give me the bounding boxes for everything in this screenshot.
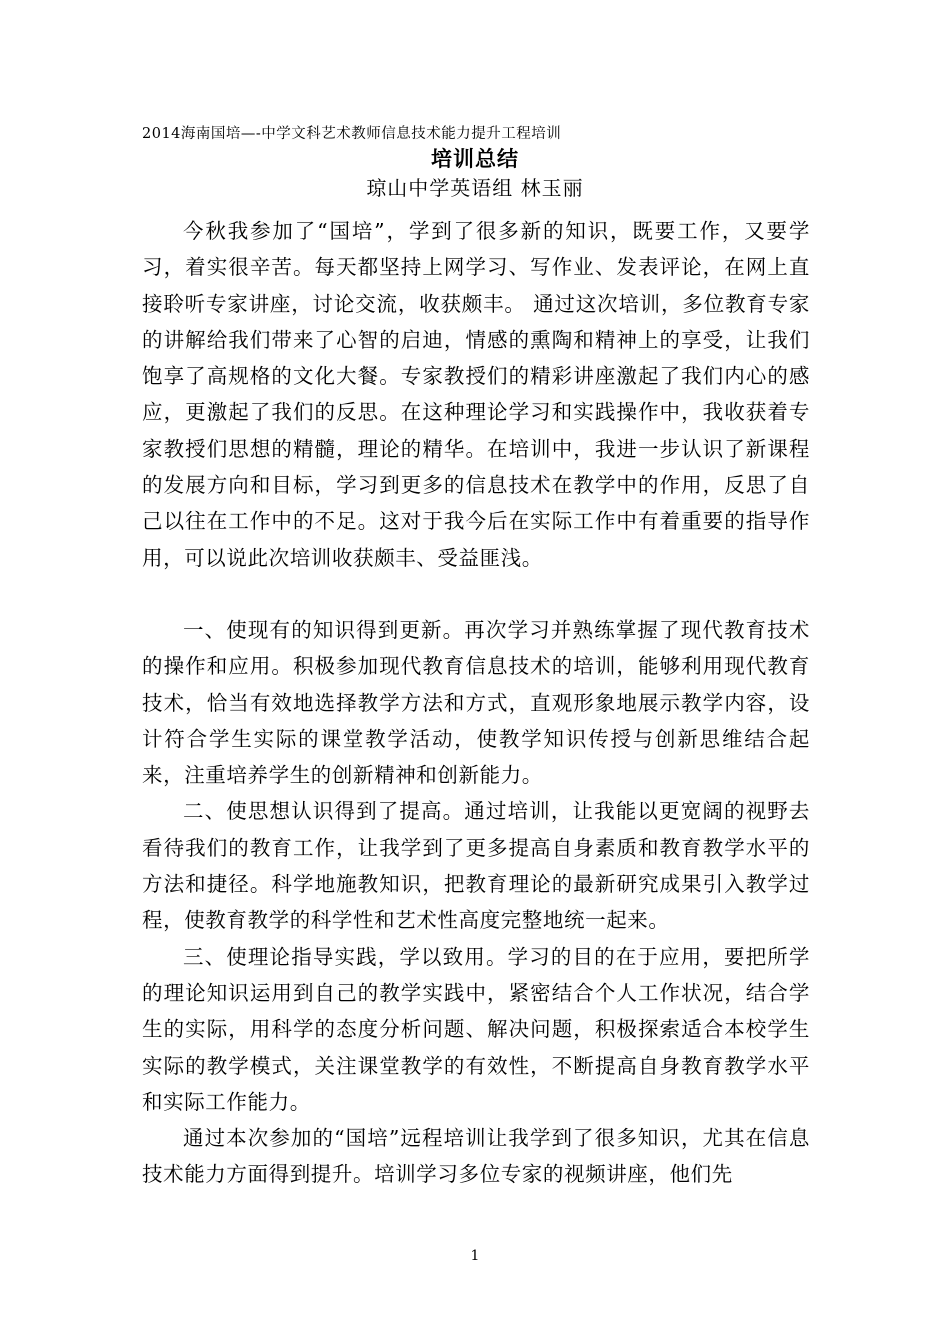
- page-number: 1: [470, 1248, 480, 1264]
- paragraph-point-3: 三、使理论指导实践，学以致用。学习的目的在于应用，要把所学的理论知识运用到自己的教学实践中，紧密结合个人工作状况，结合学生的实际，用科学的态度分析问题、解决问题，积极探索适合本校学生实际的教学模式，关注课堂教学的有效性，不断提高自身教育教学水平和实际工作能力。: [142, 944, 810, 1114]
- paragraph-point-2: 二、使思想认识得到了提高。通过培训，让我能以更宽阔的视野去看待我们的教育工作，让我学到了更多提高自身素质和教育教学水平的方法和捷径。科学地施教知识，把教育理论的最新研究成果引入教学过程，使教育教学的科学性和艺术性高度完整地统一起来。: [142, 799, 810, 933]
- document-title: 培训总结: [431, 146, 519, 171]
- paragraph-intro: 今秋我参加了“国培”，学到了很多新的知识，既要工作，又要学习，着实很辛苦。每天都坚持上网学习、写作业、发表评论，在网上直接聆听专家讲座，讨论交流，收获颇丰。 通过这次培训，多位教育专家的讲解给我们带来了心智的启迪，情感的熏陶和精神上的享受，让我们饱享了高规格的文化大餐。专家教授们的精彩讲座激起了我们内心的感应，更激起了我们的反思。在这种理论学习和实践操作中，我收获着专家教授们思想的精髓，理论的精华。在培训中，我进一步认识了新课程的发展方向和目标，学习到更多的信息技术在教学中的作用，反思了自己以往在工作中的不足。这对于我今后在实际工作中有着重要的指导作用，可以说此次培训收获颇丰、受益匪浅。: [142, 219, 810, 570]
- paragraph-conclusion: 通过本次参加的“国培”远程培训让我学到了很多知识，尤其在信息技术能力方面得到提升。培训学习多位专家的视频讲座，他们先: [142, 1126, 810, 1187]
- document-subtitle: 2014海南国培—-中学文科艺术教师信息技术能力提升工程培训: [142, 126, 562, 142]
- paragraph-point-1: 一、使现有的知识得到更新。再次学习并熟练掌握了现代教育技术的操作和应用。积极参加现代教育信息技术的培训，能够利用现代教育技术，恰当有效地选择教学方法和方式，直观形象地展示教学内容，设计符合学生实际的课堂教学活动，使教学知识传授与创新思维结合起来，注重培养学生的创新精神和创新能力。: [142, 617, 810, 788]
- document-author: 琼山中学英语组 林玉丽: [366, 176, 584, 200]
- paragraph-spacer: [142, 576, 810, 612]
- document-body: [142, 213, 810, 1193]
